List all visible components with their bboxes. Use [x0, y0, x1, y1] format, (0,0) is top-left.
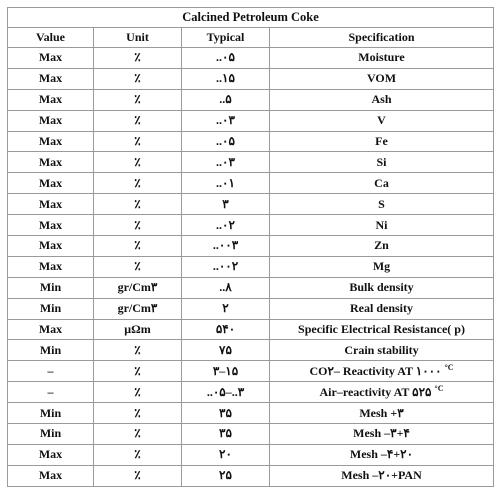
cell-unit-text: ٪ [134, 196, 141, 211]
cell-unit-text: ٪ [134, 426, 141, 441]
cell-specification [270, 173, 494, 194]
cell-specification [270, 89, 494, 110]
cell-unit-text: ٪ [134, 363, 141, 378]
cell-specification [270, 361, 494, 382]
cell-unit-text: gr/Cm۳ [117, 280, 158, 295]
cell-value-text: – [47, 384, 54, 399]
cell-value [8, 465, 94, 486]
cell-unit-text: ٪ [134, 175, 141, 190]
cell-unit-text: ٪ [134, 113, 141, 128]
cell-typical [182, 215, 270, 236]
cell-typical-text: ..۰۳ [216, 113, 235, 128]
cell-value [8, 424, 94, 445]
cell-value-text: Max [38, 259, 63, 274]
cell-unit [94, 173, 182, 194]
cell-value-text: Max [38, 217, 63, 232]
cell-specification [270, 403, 494, 424]
cell-value [8, 277, 94, 298]
table-row [8, 110, 494, 131]
cell-typical-text: ..۸ [219, 280, 232, 295]
cell-specification [270, 152, 494, 173]
cell-unit-text: ٪ [134, 217, 141, 232]
cell-value [8, 173, 94, 194]
cell-value-text: Max [38, 238, 63, 253]
cell-unit [94, 340, 182, 361]
cell-unit [94, 131, 182, 152]
cell-specification [270, 215, 494, 236]
cell-value-text: Max [38, 50, 63, 65]
cell-value [8, 48, 94, 69]
cell-unit [94, 48, 182, 69]
cell-unit [94, 298, 182, 319]
cell-specification-text: Bulk density [349, 280, 414, 295]
cell-typical-text: ۲۵ [219, 468, 232, 483]
cell-unit [94, 68, 182, 89]
cell-typical-text: ۵۴۰ [215, 322, 236, 337]
cell-value-text: – [47, 363, 54, 378]
cell-typical-text: ..۰۵–..۳ [206, 384, 245, 399]
cell-unit [94, 319, 182, 340]
cell-value [8, 236, 94, 257]
cell-typical [182, 382, 270, 403]
table-row [8, 382, 494, 403]
cell-specification [270, 236, 494, 257]
cell-value-text: Max [38, 175, 63, 190]
table-row [8, 152, 494, 173]
cell-unit [94, 236, 182, 257]
title-row [8, 8, 494, 28]
cell-specification [270, 424, 494, 445]
cell-unit [94, 215, 182, 236]
cell-specification-text: Fe [375, 134, 388, 148]
cell-value-text: Min [39, 280, 62, 295]
table-row [8, 465, 494, 486]
table-row [8, 361, 494, 382]
cell-specification [270, 444, 494, 465]
cell-specification [270, 382, 494, 403]
cell-typical [182, 256, 270, 277]
cell-specification [270, 319, 494, 340]
cell-specification-text: Ash [371, 92, 392, 107]
cell-specification-text: CO۲– Reactivity AT ۱۰۰۰ [309, 363, 445, 378]
cell-value [8, 298, 94, 319]
cell-typical-text: ..۰۳ [216, 154, 235, 169]
cell-unit-text: ٪ [134, 92, 141, 107]
cell-specification-text: Real density [350, 301, 413, 316]
cell-value-text: Max [38, 322, 63, 337]
cell-value-text: Max [38, 196, 63, 211]
cell-typical-text: ..۰۲ [216, 217, 235, 232]
header-value: Value [8, 28, 94, 48]
cell-specification [270, 131, 494, 152]
table-row [8, 319, 494, 340]
cell-unit [94, 110, 182, 131]
cell-value-text: Min [39, 301, 62, 316]
cell-typical [182, 110, 270, 131]
cell-typical [182, 403, 270, 424]
table-title: Calcined Petroleum Coke [8, 8, 494, 28]
cell-unit-text: ٪ [134, 238, 141, 253]
cell-value-text: Max [38, 154, 63, 169]
cell-unit [94, 465, 182, 486]
cell-value [8, 68, 94, 89]
table-body [8, 48, 494, 487]
cell-value [8, 361, 94, 382]
cell-specification [270, 194, 494, 215]
cell-value [8, 110, 94, 131]
cell-typical-text: ..۰۰۲ [212, 259, 239, 274]
cell-specification-text: Ni [375, 217, 388, 232]
cell-typical [182, 131, 270, 152]
cell-specification [270, 277, 494, 298]
cell-typical-text: ..۰۱ [216, 175, 235, 190]
cell-typical [182, 48, 270, 69]
cell-unit [94, 444, 182, 465]
cell-specification-text: S [378, 196, 385, 211]
cell-typical [182, 194, 270, 215]
table-row [8, 298, 494, 319]
cell-typical-text: ..۵ [219, 92, 232, 107]
cell-value [8, 89, 94, 110]
cell-typical [182, 319, 270, 340]
specification-table [7, 7, 494, 487]
cell-specification-text: Mg [372, 259, 391, 274]
cell-specification [270, 48, 494, 69]
header-unit: Unit [94, 28, 182, 48]
cell-specification [270, 110, 494, 131]
cell-unit-text: ٪ [134, 468, 141, 483]
cell-typical-text: ۳–۱۵ [212, 363, 239, 378]
cell-specification-text: V [377, 113, 386, 128]
cell-value [8, 444, 94, 465]
cell-value [8, 340, 94, 361]
table-row [8, 256, 494, 277]
cell-unit-text: ٪ [134, 384, 141, 399]
header-typical: Typical [182, 28, 270, 48]
cell-specification-text: Air–reactivity AT ۵۲۵ [319, 384, 435, 399]
cell-specification-text: Mesh –۳+۴ [353, 426, 410, 441]
cell-specification-text: VOM [366, 71, 397, 86]
cell-specification [270, 465, 494, 486]
cell-value [8, 382, 94, 403]
cell-value [8, 319, 94, 340]
cell-unit [94, 424, 182, 445]
cell-typical-text: ..۰۵ [216, 134, 235, 148]
cell-typical-text: ۳ [222, 196, 229, 211]
cell-unit-text: ٪ [134, 71, 141, 86]
cell-unit [94, 361, 182, 382]
cell-typical-text: ۲ [222, 301, 229, 316]
cell-unit [94, 256, 182, 277]
cell-typical-text: ۷۵ [219, 342, 232, 357]
cell-value-text: Max [38, 134, 63, 148]
cell-specification [270, 68, 494, 89]
cell-typical-text: ۳۵ [219, 405, 232, 420]
table-row [8, 48, 494, 69]
table-row [8, 424, 494, 445]
cell-value-text: Max [38, 71, 63, 86]
cell-typical [182, 444, 270, 465]
cell-specification-text: Specific Electrical Resistance( p) [298, 322, 465, 337]
table-row [8, 215, 494, 236]
cell-typical-text: ..۱۵ [216, 71, 235, 86]
degree-celsius-superscript: °C [444, 362, 454, 372]
cell-unit-text: ٪ [134, 405, 141, 420]
cell-specification-text: Moisture [358, 50, 405, 65]
cell-specification-text: Mesh –۴+۲۰ [349, 447, 414, 462]
cell-specification-text: Mesh +۳ [359, 405, 404, 420]
cell-value [8, 152, 94, 173]
cell-typical [182, 465, 270, 486]
degree-celsius-superscript: °C [434, 383, 444, 393]
cell-value [8, 194, 94, 215]
cell-unit [94, 194, 182, 215]
header-specification: Specification [270, 28, 494, 48]
cell-unit-text: ٪ [134, 259, 141, 274]
cell-typical [182, 424, 270, 445]
cell-unit [94, 89, 182, 110]
cell-typical-text: ..۰۵ [216, 50, 235, 65]
table-row [8, 173, 494, 194]
table-row [8, 68, 494, 89]
cell-unit [94, 382, 182, 403]
table-row [8, 277, 494, 298]
cell-specification-text: Mesh –۲۰+PAN [341, 468, 422, 483]
cell-unit-text: ٪ [134, 447, 141, 462]
cell-typical [182, 361, 270, 382]
cell-unit [94, 403, 182, 424]
cell-typical-text: ..۰۰۳ [212, 238, 239, 253]
cell-typical [182, 152, 270, 173]
cell-typical [182, 277, 270, 298]
table-row [8, 236, 494, 257]
cell-specification-text: Si [376, 154, 387, 169]
cell-specification-text: Crain stability [344, 342, 419, 357]
cell-typical-text: ۳۵ [219, 426, 232, 441]
cell-value-text: Min [39, 342, 62, 357]
table-row [8, 89, 494, 110]
cell-value-text: Min [39, 426, 62, 441]
cell-unit-text: ٪ [134, 342, 141, 357]
cell-unit-text: ٪ [134, 134, 141, 148]
cell-unit-text: ٪ [134, 50, 141, 65]
cell-typical [182, 236, 270, 257]
cell-specification-text: Ca [374, 175, 389, 190]
table-row [8, 340, 494, 361]
cell-value-text: Max [38, 113, 63, 128]
cell-typical [182, 173, 270, 194]
cell-specification [270, 298, 494, 319]
header-row [8, 28, 494, 48]
cell-value-text: Max [38, 92, 63, 107]
table-row [8, 194, 494, 215]
table-row [8, 403, 494, 424]
cell-unit-text: gr/Cm۳ [117, 301, 158, 316]
cell-value [8, 215, 94, 236]
table-row [8, 131, 494, 152]
cell-value-text: Max [38, 468, 63, 483]
cell-value-text: Max [38, 447, 63, 462]
cell-unit [94, 277, 182, 298]
cell-specification [270, 340, 494, 361]
cell-value [8, 256, 94, 277]
cell-typical [182, 89, 270, 110]
cell-value [8, 403, 94, 424]
cell-specification-text: Zn [374, 238, 389, 253]
cell-typical [182, 298, 270, 319]
cell-specification [270, 256, 494, 277]
cell-unit-text: ٪ [134, 154, 141, 169]
cell-unit-text: μΩm [124, 322, 151, 337]
cell-value-text: Min [39, 405, 62, 420]
cell-typical-text: ۲۰ [219, 447, 232, 462]
table-row [8, 444, 494, 465]
cell-unit [94, 152, 182, 173]
cell-typical [182, 340, 270, 361]
cell-value [8, 131, 94, 152]
cell-typical [182, 68, 270, 89]
